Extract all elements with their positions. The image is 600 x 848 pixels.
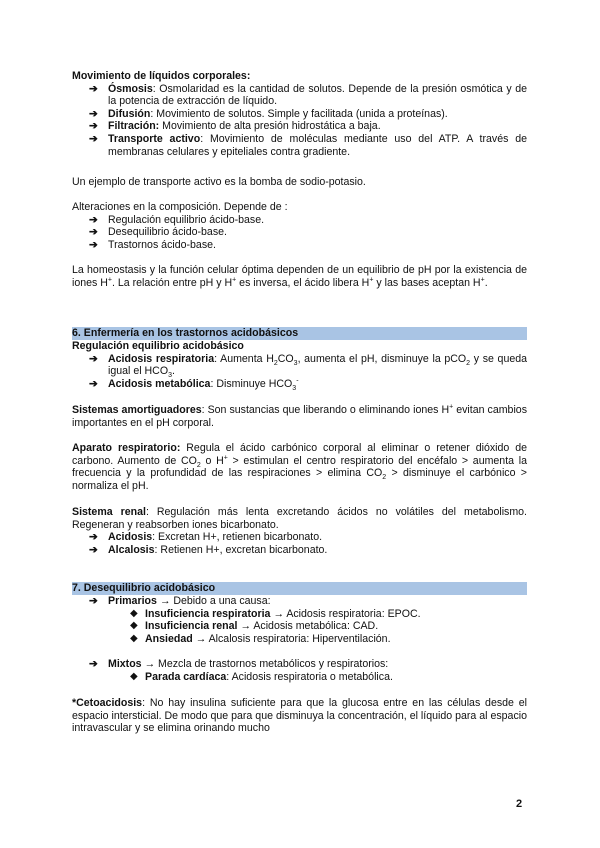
- page-number: 2: [516, 798, 523, 810]
- list-item: ➔ Transporte activo: Movimiento de moléculas mediante uso del ATP. A través de membranas celulares y epiteliales contra gradiente.: [89, 132, 528, 158]
- acid-base-regulation: [72, 340, 527, 390]
- list-item: ➔ Acidosis metabólica: Disminuye $HCO_3^-$: [89, 377, 299, 392]
- arrow-icon: ➔: [89, 107, 98, 120]
- diamond-bullet-icon: ◆: [130, 670, 138, 682]
- diamond-bullet-icon: ◆: [130, 620, 138, 632]
- mixed-disorders: [72, 658, 527, 683]
- buffer-systems-paragraph: Sistemas amortiguadores: Son sustancias que liberando o eliminando iones H+ evitan cambios importantes en el pH corporal.: [72, 403, 527, 429]
- diamond-bullet-icon: ◆: [130, 607, 138, 619]
- arrow-icon: ➔: [89, 226, 98, 239]
- arrow-icon: ➔: [89, 132, 98, 145]
- list-item: ◆ Insuficiencia renal → Acidosis metabólica: CAD.: [130, 620, 379, 633]
- ketoacidosis-paragraph: *Cetoacidosis: No hay insulina suficiente para que la glucosa entre en las células desde el espacio intersticial. De modo que para que disminuya la concentración, el líquido para al espacio intravascular y se elimina orinando mucho: [72, 697, 527, 735]
- list-item: ➔ Trastornos ácido-base.: [89, 238, 216, 251]
- arrow-icon: ➔: [89, 531, 98, 544]
- subheading: Regulación equilibrio acidobásico: [72, 340, 244, 352]
- section-7-heading: 7. Desequilibrio acidobásico: [72, 582, 527, 595]
- acid-base-imbalance: [72, 595, 527, 645]
- arrow-icon: ➔: [89, 377, 98, 390]
- arrow-icon: ➔: [89, 213, 98, 226]
- arrow-icon: ➔: [89, 82, 98, 95]
- list-item: ◆ Parada cardíaca: Acidosis respiratoria o metabólica.: [130, 670, 393, 683]
- list-item: ◆ Insuficiencia respiratoria → Acidosis respiratoria: EPOC.: [130, 607, 421, 620]
- paragraph: Un ejemplo de transporte activo es la bomba de sodio-potasio.: [72, 176, 366, 188]
- diamond-bullet-icon: ◆: [130, 632, 138, 644]
- homeostasis-paragraph: La homeostasis y la función celular óptima dependen de un equilibrio de pH por la existencia de iones H+. La relación entre pH y H+ es inversa, el ácido libera H+ y las bases aceptan H+.: [72, 264, 527, 289]
- arrow-icon: ➔: [89, 352, 98, 365]
- list-item: ➔ Mixtos → Mezcla de trastornos metabólicos y respiratorios:: [89, 658, 389, 670]
- list-item: ➔ Difusión: Movimiento de solutos. Simple y facilitada (unida a proteínas).: [89, 107, 448, 120]
- respiratory-system-paragraph: Aparato respiratorio: Regula el ácido carbónico corporal al eliminar o retener dióxido de carbono. Aumento de $CO_2$ o H+ > estimulan el centro respiratorio del encéfalo > aumenta la frecuencia y la profundidad de las respiraciones > elimina $CO_2$ > disminuye el carbónico > normaliza el pH.: [72, 442, 528, 492]
- arrow-icon: ➔: [89, 658, 98, 670]
- arrow-icon: ➔: [89, 543, 98, 556]
- arrow-icon: ➔: [89, 238, 98, 251]
- list-item: ➔ Desequilibrio ácido-base.: [89, 226, 227, 239]
- arrow-icon: ➔: [89, 595, 98, 607]
- list-item: ➔ Acidosis: Excretan H+, retienen bicarbonato.: [89, 531, 323, 544]
- list-item: ➔ Primarios → Debido a una causa:: [89, 595, 271, 607]
- arrow-icon: ➔: [89, 120, 98, 133]
- list-item: ➔ Alcalosis: Retienen H+, excretan bicarbonato.: [89, 543, 328, 556]
- list-item: ➔ Acidosis respiratoria: Aumenta $H_2CO_3$, aumenta el pH, disminuye la pCO$_2$ y se queda igual el $HCO_3$.: [89, 352, 528, 380]
- list-item: ◆ Ansiedad → Alcalosis respiratoria: Hiperventilación.: [130, 632, 391, 645]
- list-item: ➔ Filtración: Movimiento de alta presión hidrostática a baja.: [89, 120, 381, 133]
- section-heading: Movimiento de líquidos corporales:: [72, 70, 251, 82]
- section-6-heading: 6. Enfermería en los trastornos acidobásicos: [72, 327, 527, 340]
- alterations-section: Alteraciones en la composición. Depende de : ➔ Regulación equilibrio ácido-base. ➔ Desequilibrio ácido-base. ➔ Trastornos ácido-base.: [72, 201, 527, 251]
- fluid-movement-section: [72, 70, 527, 158]
- list-item: ➔ Regulación equilibrio ácido-base.: [89, 213, 265, 226]
- list-item: ➔ Ósmosis: Osmolaridad es la cantidad de solutos. Depende de la presión osmótica y de la potencia de extracción de líquido.: [89, 82, 527, 108]
- renal-system-section: Sistema renal: Regulación más lenta excretando ácidos no volátiles del metabolismo. Regeneran y reabsorben iones bicarbonato. ➔ Acidosis: Excretan H+, retienen bicarbonato. ➔ Alcalosis: Retienen H+, excretan bicarbonato.: [72, 506, 528, 556]
